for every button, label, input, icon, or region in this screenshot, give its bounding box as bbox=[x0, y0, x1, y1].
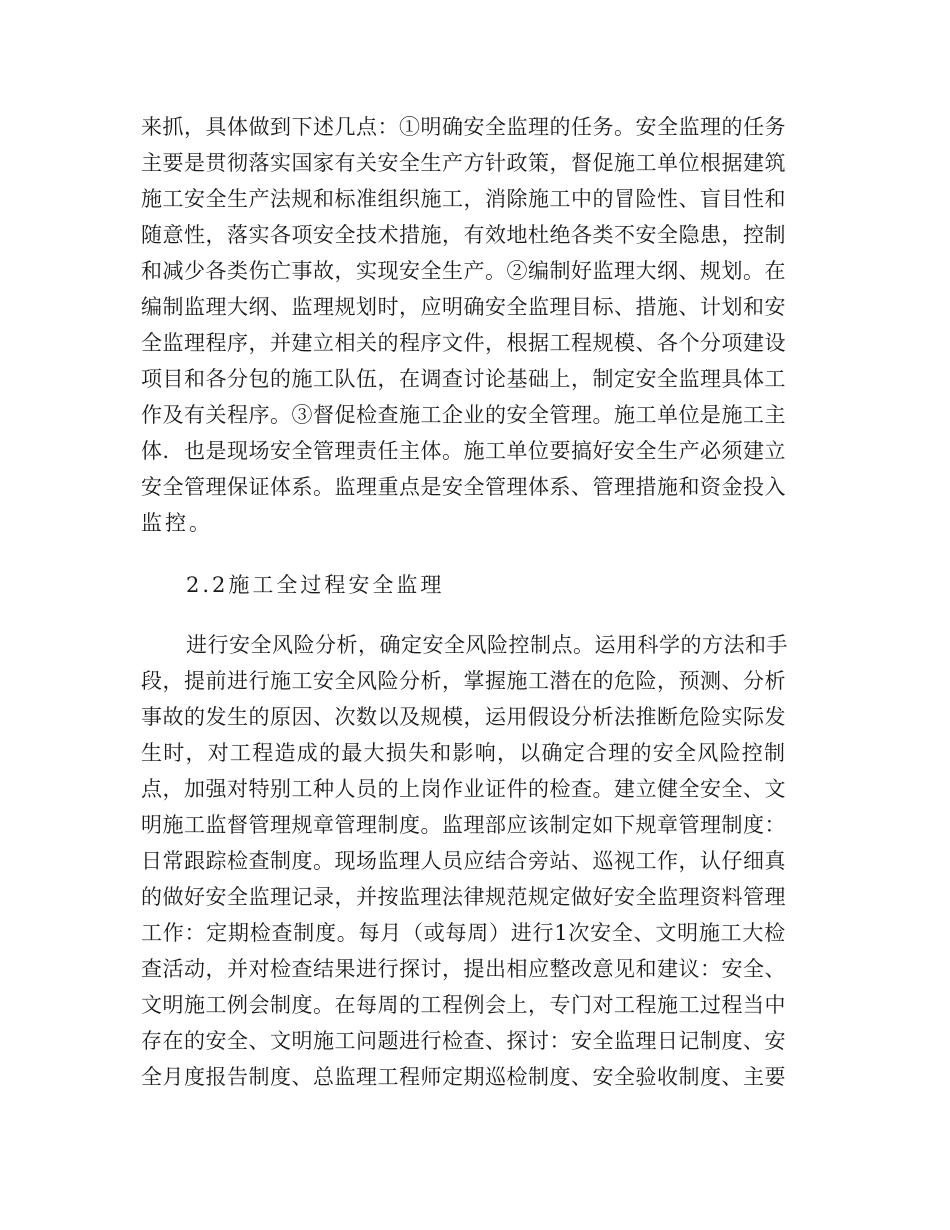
paragraph-2-line-8: 的做好安全监理记录，并按监理法律规范规定做好安全监理资料管理 bbox=[141, 885, 786, 909]
paragraph-2-line-4: 生时，对工程造成的最大损失和影响，以确定合理的安全风险控制 bbox=[141, 741, 787, 765]
paragraph-1-line-7: 全监理程序，并建立相关的程序文件，根据工程规模、各个分项建设 bbox=[141, 331, 786, 355]
paragraph-2-line-13: 全月度报告制度、总监理工程师定期巡检制度、安全验收制度、主要 bbox=[141, 1065, 786, 1089]
paragraph-2-line-2: 段，提前进行施工安全风险分析，掌握施工潜在的危险，预测、分析 bbox=[141, 669, 786, 693]
paragraph-1-line-12: 监控。 bbox=[141, 511, 213, 535]
paragraph-1-line-8: 项目和各分包的施工队伍，在调查讨论基础上，制定安全监理具体工 bbox=[141, 367, 786, 391]
paragraph-1-line-10: 体．也是现场安全管理责任主体。施工单位要搞好安全生产必须建立 bbox=[141, 439, 786, 463]
paragraph-1-line-1: 来抓，具体做到下述几点：①明确安全监理的任务。安全监理的任务 bbox=[141, 115, 786, 139]
paragraph-2-line-12: 存在的安全、文明施工问题进行检查、探讨：安全监理日记制度、安 bbox=[141, 1029, 786, 1053]
paragraph-2-line-5: 点，加强对特别工种人员的上岗作业证件的检查。建立健全安全、文 bbox=[141, 777, 786, 801]
paragraph-1-line-11: 安全管理保证体系。监理重点是安全管理体系、管理措施和资金投入 bbox=[141, 475, 786, 499]
paragraph-2-line-10: 查活动，并对检查结果进行探讨，提出相应整改意见和建议：安全、 bbox=[141, 957, 786, 981]
paragraph-2-line-7: 日常跟踪检查制度。现场监理人员应结合旁站、巡视工作，认仔细真 bbox=[141, 849, 786, 873]
paragraph-1-line-5: 和减少各类伤亡事故，实现安全生产。②编制好监理大纲、规划。在 bbox=[141, 259, 786, 283]
paragraph-2-line-3: 事故的发生的原因、次数以及规模，运用假设分析法推断危险实际发 bbox=[141, 705, 786, 729]
paragraph-2-line-9: 工作：定期检查制度。每月（或每周）进行1次安全、文明施工大检 bbox=[141, 921, 786, 945]
paragraph-1-line-3: 施工安全生产法规和标准组织施工，消除施工中的冒险性、盲目性和 bbox=[141, 187, 786, 211]
section-heading: 2.2施工全过程安全监理 bbox=[186, 573, 445, 597]
paragraph-1-line-2: 主要是贯彻落实国家有关安全生产方针政策，督促施工单位根据建筑 bbox=[141, 151, 786, 175]
paragraph-2-line-6: 明施工监督管理规章管理制度。监理部应该制定如下规章管理制度： bbox=[141, 813, 786, 837]
paragraph-2-line-11: 文明施工例会制度。在每周的工程例会上，专门对工程施工过程当中 bbox=[141, 993, 786, 1017]
paragraph-1-line-9: 作及有关程序。③督促检查施工企业的安全管理。施工单位是施工主 bbox=[141, 403, 786, 427]
paragraph-1-line-6: 编制监理大纲、监理规划时，应明确安全监理目标、措施、计划和安 bbox=[141, 295, 786, 319]
paragraph-2-line-1: 进行安全风险分析，确定安全风险控制点。运用科学的方法和手 bbox=[186, 633, 788, 657]
paragraph-1-line-4: 随意性，落实各项安全技术措施，有效地杜绝各类不安全隐患，控制 bbox=[141, 223, 786, 247]
